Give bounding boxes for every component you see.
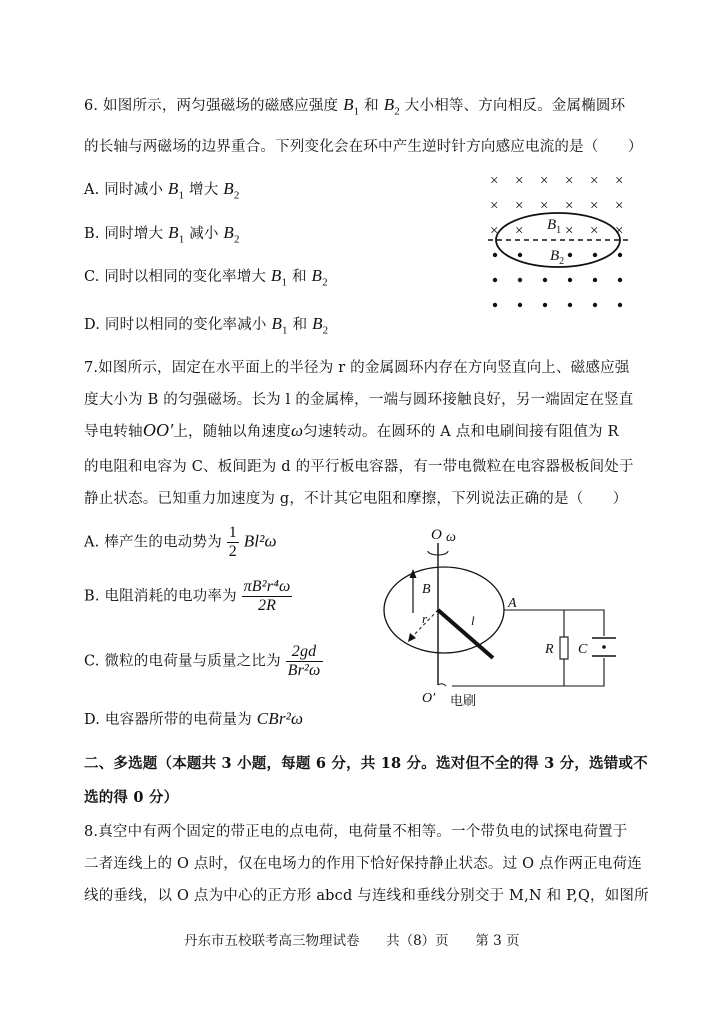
label-c: C — [578, 642, 588, 657]
resistor — [560, 637, 568, 659]
svg-text:×: × — [615, 198, 624, 214]
svg-text:×: × — [590, 223, 599, 239]
q6-stem-line1: 6. 如图所示，两匀强磁场的磁感应强度 $B_1$ 和 $B_2$ 大小相等、方向相反。金属椭圆环 — [84, 95, 626, 118]
footer-school: 丹东市五校联考高三物理试卷 — [184, 933, 360, 949]
label-o-prime: O′ — [422, 691, 436, 706]
label-b2: $B_2$ — [550, 248, 565, 267]
svg-text:×: × — [490, 173, 499, 189]
q8-line3: 线的垂线，以 O 点为中心的正方形 abcd 与连线和垂线分别交于 M,N 和 P,Q，如图所 — [84, 888, 649, 904]
q6-option-a: A. 同时减小 $B_1$ 增大 $B_2$ — [84, 179, 240, 202]
label-b1: $B_1$ — [547, 217, 562, 236]
q7-option-d: D. 电容器所带的电荷量为 CBr²ω — [84, 709, 304, 728]
svg-text:×: × — [565, 198, 574, 214]
label-r: r — [422, 611, 428, 626]
label-o: O — [431, 527, 442, 543]
label-r-resistor: R — [545, 642, 554, 657]
charged-particle — [602, 645, 606, 649]
q7-option-b: B. 电阻消耗的电功率为 $\frac{\text{πB²r⁴ω}}{2R}$ — [84, 578, 291, 614]
label-omega: ω — [446, 530, 456, 545]
svg-text:×: × — [490, 223, 499, 239]
label-brush: 电刷 — [450, 694, 477, 709]
svg-text:×: × — [565, 223, 574, 239]
section2-heading-line2: 选的得 0 分） — [84, 789, 179, 806]
q7-line3: 导电转轴OO′上，随轴以角速度ω匀速转动。在圆环的 A 点和电刷间接有阻值为 R — [84, 420, 619, 440]
q6-stem-line2: 的长轴与两磁场的边界重合。下列变化会在环中产生逆时针方向感应电流的是（ ） — [84, 139, 643, 155]
svg-text:×: × — [515, 173, 524, 189]
svg-text:×: × — [615, 173, 624, 189]
svg-text:×: × — [515, 223, 524, 239]
section2-heading-line1: 二、多选题（本题共 3 小题，每题 6 分，共 18 分。选对但不全的得 3 分，选错或不 — [84, 755, 648, 772]
q8-line2: 二者连线上的 O 点时，仅在电场力的作用下恰好保持静止状态。过 O 点作两正电荷连 — [84, 856, 642, 872]
q7-line2: 度大小为 B 的匀强磁场。长为 l 的金属棒，一端与圆环接触良好，另一端固定在竖直 — [84, 392, 634, 408]
q6-option-b: B. 同时增大 $B_1$ 减小 $B_2$ — [84, 223, 240, 246]
svg-text:×: × — [540, 198, 549, 214]
q6-option-d: D. 同时以相同的变化率减小 $B_1$ 和 $B_2$ — [84, 314, 329, 337]
page-footer — [184, 929, 519, 949]
svg-text:×: × — [590, 198, 599, 214]
footer-page: 第 3 页 — [475, 933, 520, 949]
svg-text:×: × — [615, 223, 624, 239]
metal-circle-ring — [384, 567, 504, 653]
svg-text:×: × — [490, 198, 499, 214]
label-b: B — [422, 582, 431, 597]
q7-option-c: C. 微粒的电荷量与质量之比为 $\frac{2gd}{\text{Br²ω}}$ — [84, 643, 321, 679]
svg-text:×: × — [540, 173, 549, 189]
label-l: l — [471, 613, 475, 628]
q7-line1: 7.如图所示，固定在水平面上的半径为 r 的金属圆环内存在方向竖直向上、磁感应强 — [84, 360, 630, 376]
q7-option-a: A. 棒产生的电动势为 $\frac{1}{2}$ Bl²ω — [84, 524, 277, 560]
q8-line1: 8.真空中有两个固定的带正电的点电荷，电荷量不相等。一个带负电的试探电荷置于 — [84, 824, 628, 840]
footer-total: 共（8）页 — [386, 933, 449, 949]
q6-option-c: C. 同时以相同的变化率增大 $B_1$ 和 $B_2$ — [84, 266, 328, 289]
label-a: A — [508, 596, 517, 611]
q6-magnetic-field-figure — [484, 165, 634, 315]
svg-text:×: × — [515, 198, 524, 214]
q7-rotating-rod-figure — [378, 525, 618, 715]
q7-line4: 的电阻和电容为 C、板间距为 d 的平行板电容器，有一带电微粒在电容器极板间处于 — [84, 459, 634, 475]
svg-text:×: × — [565, 173, 574, 189]
svg-text:×: × — [590, 173, 599, 189]
q7-line5: 静止状态。已知重力加速度为 g，不计其它电阻和摩擦，下列说法正确的是（ ） — [84, 491, 628, 507]
